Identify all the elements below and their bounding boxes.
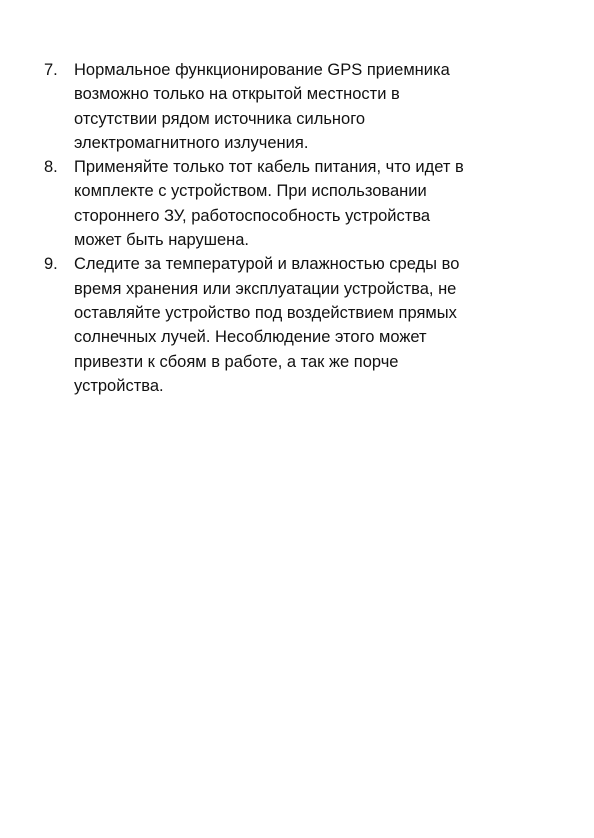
list-item-8: [44, 155, 564, 252]
text-line: возможно только на открытой местности в: [74, 85, 400, 104]
list-item-number: 8.: [44, 158, 58, 177]
safety-instructions-list: [44, 58, 564, 398]
text-line: привезти к сбоям в работе, а так же порче: [74, 352, 399, 371]
text-line: устройства.: [74, 376, 164, 395]
list-item-9: [44, 252, 564, 398]
text-line: Следите за температурой и влажностью среды во: [74, 255, 460, 274]
list-item-number: 7.: [44, 61, 58, 79]
text-line: оставляйте устройство под воздействием прямых: [74, 303, 457, 322]
text-line: комплекте с устройством. При использовании: [74, 182, 427, 201]
text-line: стороннего ЗУ, работоспособность устройства: [74, 206, 431, 225]
list-item-text: [74, 155, 564, 252]
text-line: солнечных лучей. Несоблюдение этого может: [74, 328, 427, 347]
text-line: Нормальное функционирование GPS приемника: [74, 61, 450, 79]
list-item-7: [44, 58, 564, 155]
text-line: время хранения или эксплуатации устройства, не: [74, 279, 457, 298]
list-item-text: [74, 252, 564, 398]
text-line: может быть нарушена.: [74, 231, 250, 250]
text-line: электромагнитного излучения.: [74, 133, 309, 152]
text-line: отсутствии рядом источника сильного: [74, 109, 366, 128]
text-line: Применяйте только тот кабель питания, что идет в: [74, 158, 464, 177]
list-item-text: [74, 58, 564, 155]
list-item-number: 9.: [44, 255, 58, 274]
